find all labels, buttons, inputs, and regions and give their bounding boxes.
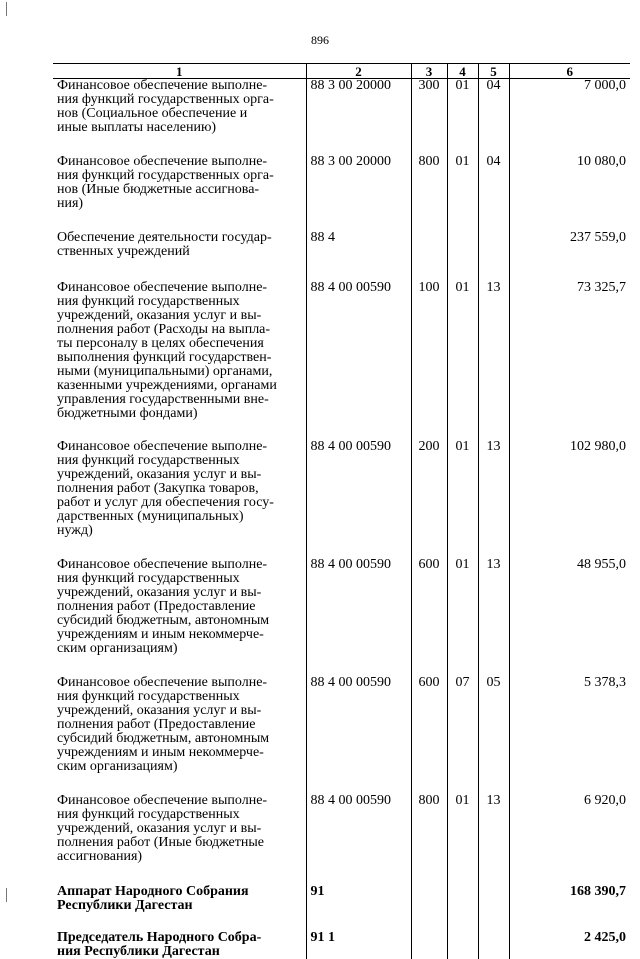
row-subsection-cell: 04 — [478, 155, 509, 231]
row-code-cell: 88 4 00 00590 — [306, 794, 411, 885]
row-section-cell: 07 — [447, 676, 478, 794]
table-row — [53, 231, 630, 281]
page-number: 896 — [0, 33, 640, 48]
row-sum-cell: 168 390,7 — [509, 885, 630, 931]
budget-table — [53, 63, 630, 959]
row-sum-cell: 48 955,0 — [509, 558, 630, 676]
row-section-cell: 01 — [447, 79, 478, 156]
scan-edge-mark-top — [6, 2, 7, 16]
row-expense-type-cell: 600 — [411, 676, 447, 794]
row-code-cell: 88 3 00 20000 — [306, 155, 411, 231]
row-expense-type-cell: 200 — [411, 440, 447, 558]
column-header: 3 — [411, 64, 447, 79]
row-name-cell: Финансовое обеспечение выполне- ния функций государственных учреждений, оказания услуг и вы- полнения работ (Предоставление субсидий бюджетным, автономным учреждениям и иным некоммерче- ским организациям) — [53, 676, 306, 794]
row-expense-type-cell: 800 — [411, 794, 447, 885]
table-header-row — [53, 64, 630, 79]
row-expense-type-cell: 800 — [411, 155, 447, 231]
table-row — [53, 281, 630, 440]
row-section-cell — [447, 231, 478, 281]
row-name-cell: Финансовое обеспечение выполне- ния функций государственных учреждений, оказания услуг и вы- полнения работ (Иные бюджетные ассигнования) — [53, 794, 306, 885]
row-name-cell: Финансовое обеспечение выполне- ния функций государственных учреждений, оказания услуг и вы- полнения работ (Закупка товаров, работ и услуг для обеспечения госу- дарственных (муниципальных) нужд) — [53, 440, 306, 558]
row-section-cell — [447, 931, 478, 959]
row-subsection-cell: 13 — [478, 281, 509, 440]
row-code-cell: 91 1 — [306, 931, 411, 959]
row-code-cell: 88 4 — [306, 231, 411, 281]
row-expense-type-cell — [411, 885, 447, 931]
row-sum-cell: 6 920,0 — [509, 794, 630, 885]
row-name-cell: Финансовое обеспечение выполне- ния функций государственных учреждений, оказания услуг и вы- полнения работ (Предоставление субсидий бюджетным, автономным учреждениям и иным некоммерче- ским организациям) — [53, 558, 306, 676]
row-section-cell: 01 — [447, 794, 478, 885]
table-row — [53, 79, 630, 156]
row-sum-cell: 73 325,7 — [509, 281, 630, 440]
row-name-cell: Обеспечение деятельности государ- ственных учреждений — [53, 231, 306, 281]
row-sum-cell: 5 378,3 — [509, 676, 630, 794]
row-sum-cell: 2 425,0 — [509, 931, 630, 959]
table-row — [53, 676, 630, 794]
row-sum-cell: 10 080,0 — [509, 155, 630, 231]
table-row — [53, 931, 630, 959]
row-subsection-cell: 04 — [478, 79, 509, 156]
table-row — [53, 885, 630, 931]
table-row — [53, 558, 630, 676]
row-name-cell: Финансовое обеспечение выполне- ния функций государственных орга- нов (Социальное обеспечение и иные выплаты населению) — [53, 79, 306, 156]
column-header: 4 — [447, 64, 478, 79]
row-code-cell: 88 3 00 20000 — [306, 79, 411, 156]
table-row — [53, 440, 630, 558]
row-expense-type-cell — [411, 231, 447, 281]
table-body — [53, 79, 630, 959]
row-subsection-cell — [478, 885, 509, 931]
row-expense-type-cell: 600 — [411, 558, 447, 676]
row-sum-cell: 237 559,0 — [509, 231, 630, 281]
row-code-cell: 88 4 00 00590 — [306, 440, 411, 558]
row-section-cell: 01 — [447, 155, 478, 231]
row-code-cell: 88 4 00 00590 — [306, 676, 411, 794]
row-code-cell: 88 4 00 00590 — [306, 281, 411, 440]
row-subsection-cell — [478, 231, 509, 281]
column-header: 6 — [509, 64, 630, 79]
row-name-cell: Председатель Народного Собра- ния Республики Дагестан — [53, 931, 306, 959]
row-name-cell: Финансовое обеспечение выполне- ния функций государственных орга- нов (Иные бюджетные ассигнова- ния) — [53, 155, 306, 231]
row-expense-type-cell: 100 — [411, 281, 447, 440]
row-subsection-cell: 05 — [478, 676, 509, 794]
row-section-cell: 01 — [447, 558, 478, 676]
row-expense-type-cell — [411, 931, 447, 959]
row-subsection-cell: 13 — [478, 440, 509, 558]
column-header: 5 — [478, 64, 509, 79]
row-expense-type-cell: 300 — [411, 79, 447, 156]
row-section-cell: 01 — [447, 440, 478, 558]
row-section-cell: 01 — [447, 281, 478, 440]
table-row — [53, 794, 630, 885]
row-subsection-cell: 13 — [478, 558, 509, 676]
row-section-cell — [447, 885, 478, 931]
row-subsection-cell — [478, 931, 509, 959]
column-header: 2 — [306, 64, 411, 79]
column-header: 1 — [53, 64, 306, 79]
row-name-cell: Финансовое обеспечение выполне- ния функций государственных учреждений, оказания услуг и вы- полнения работ (Расходы на выпла- ты персоналу в целях обеспечения выполнения функций государствен- ными (муниципальными) органами, казенными учреждениями, органами управления государственными вне- бюджетными фондами) — [53, 281, 306, 440]
row-name-cell: Аппарат Народного Собрания Республики Дагестан — [53, 885, 306, 931]
row-subsection-cell: 13 — [478, 794, 509, 885]
scan-edge-mark-bottom — [6, 888, 7, 902]
table-row — [53, 155, 630, 231]
row-sum-cell: 102 980,0 — [509, 440, 630, 558]
row-code-cell: 91 — [306, 885, 411, 931]
row-code-cell: 88 4 00 00590 — [306, 558, 411, 676]
row-sum-cell: 7 000,0 — [509, 79, 630, 156]
